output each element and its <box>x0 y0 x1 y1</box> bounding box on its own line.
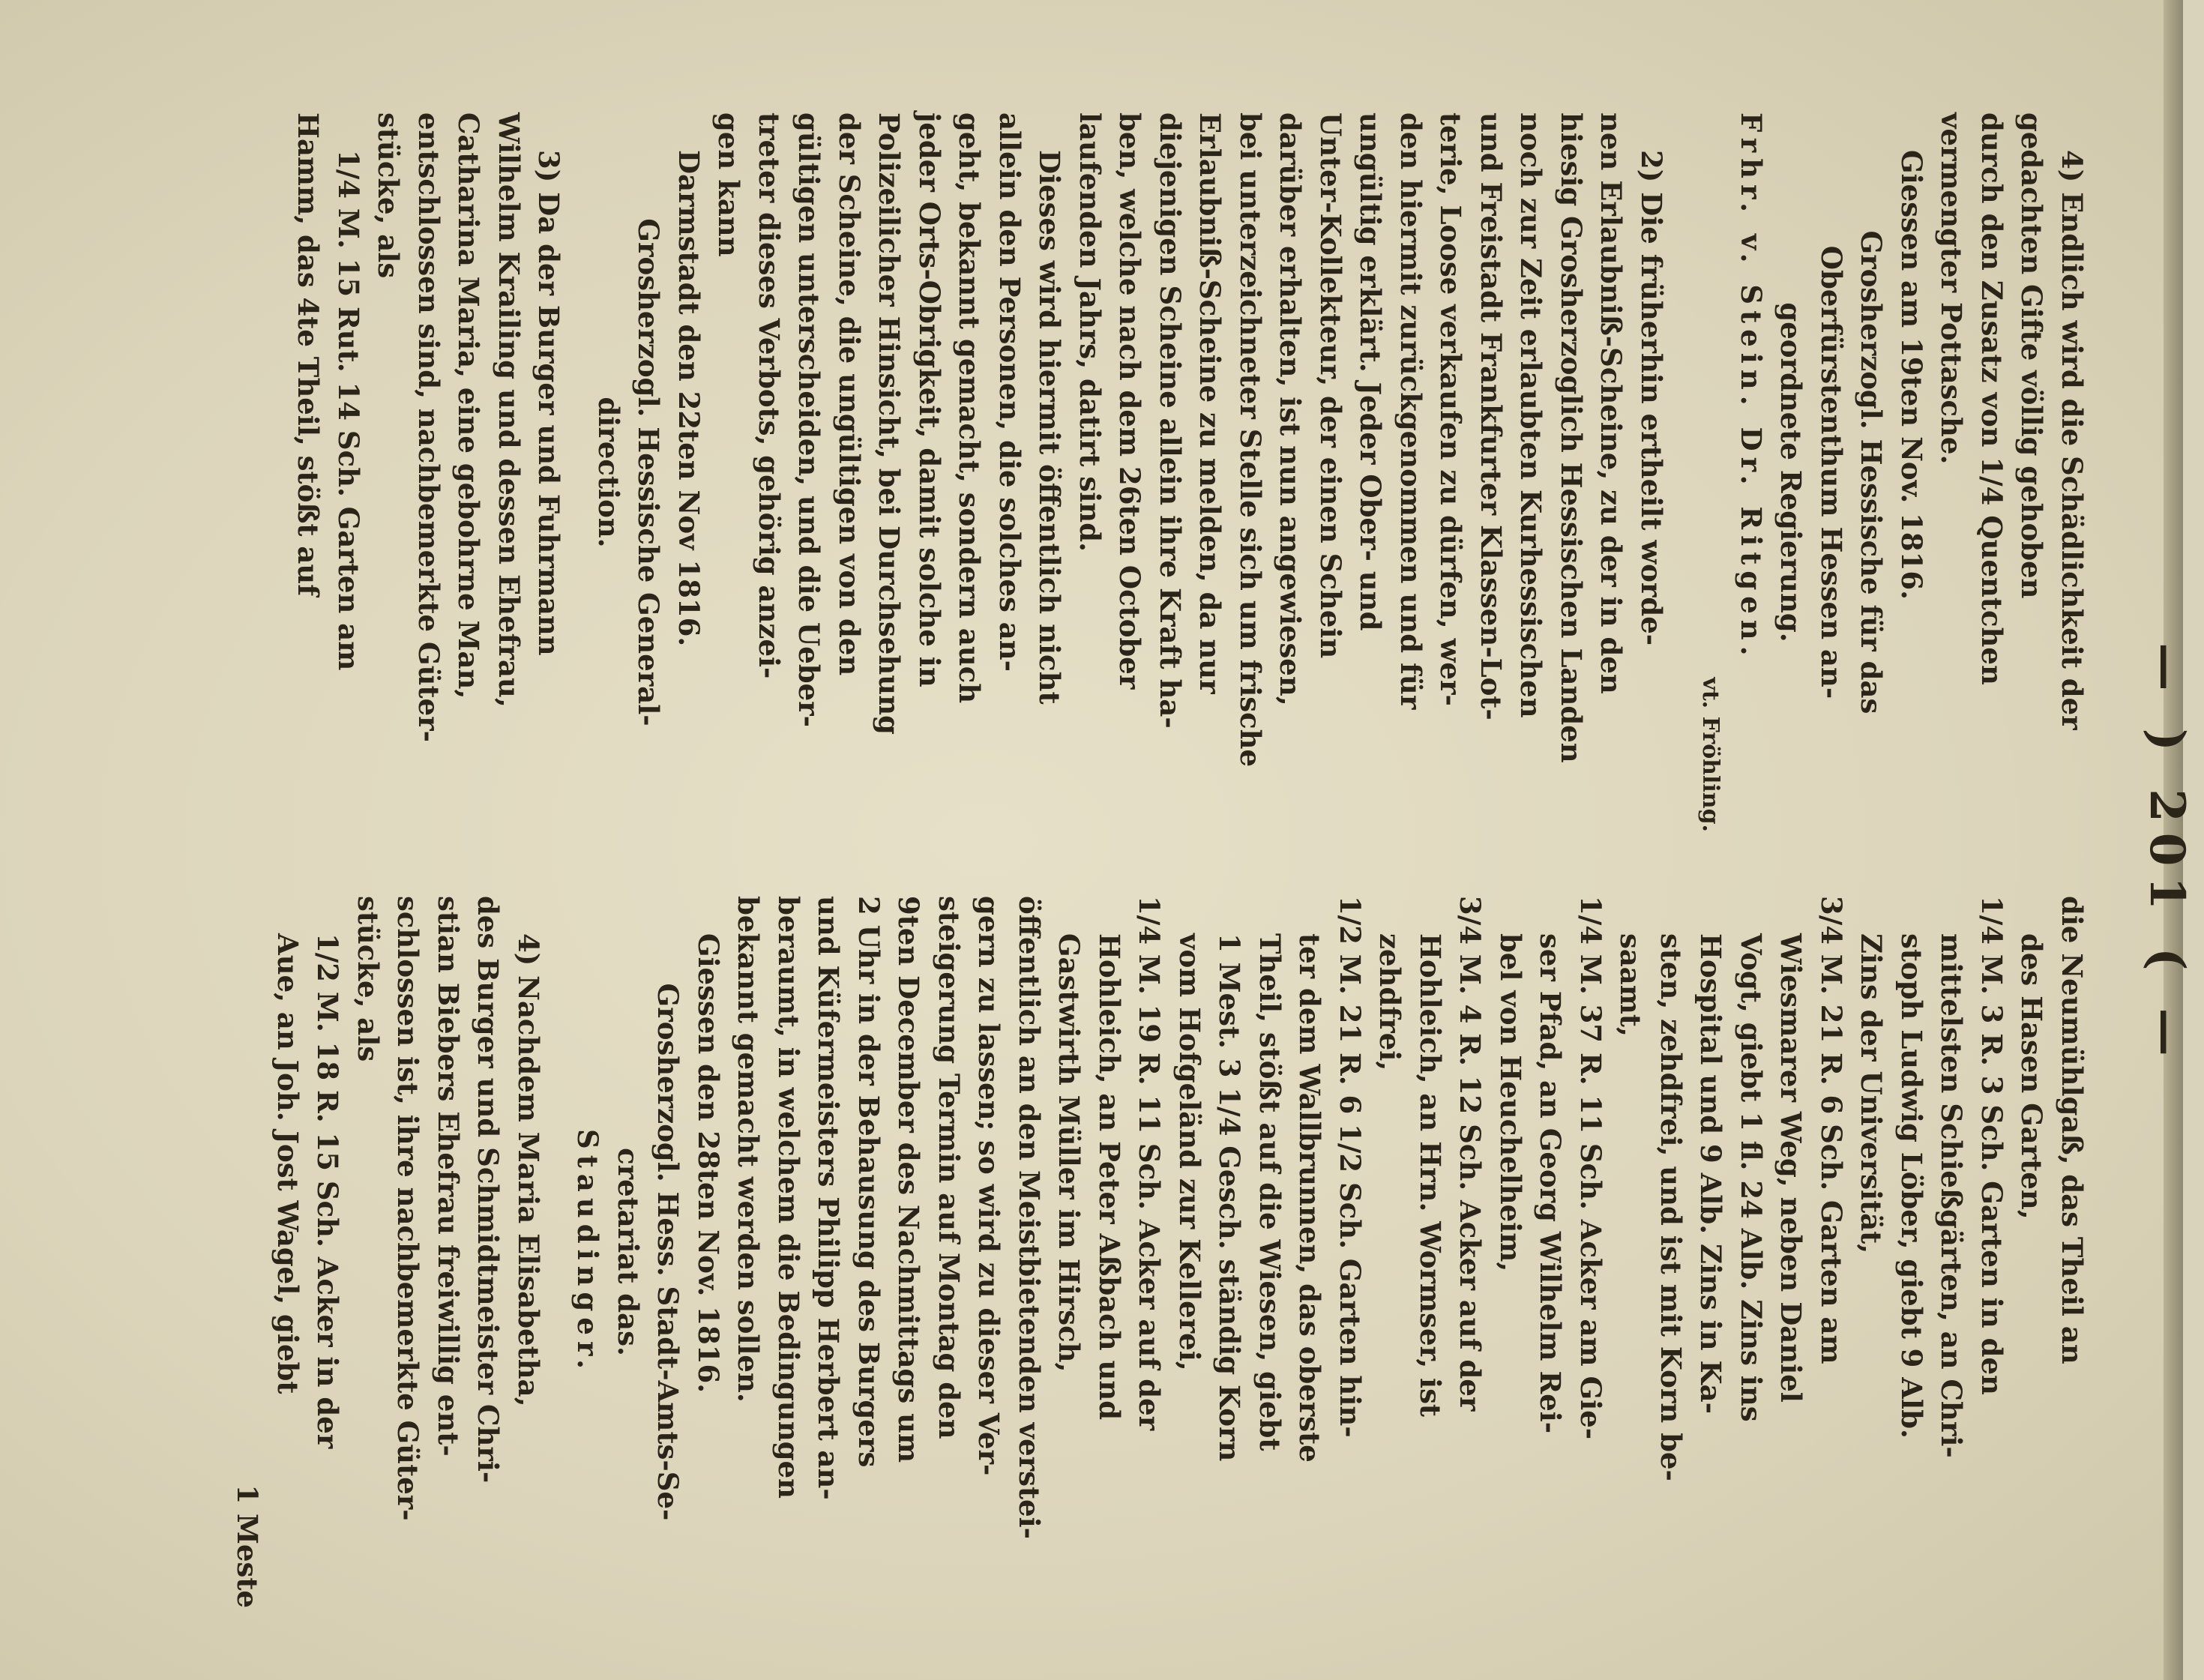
text-line: gültigen unterscheiden, und die Ueber- <box>792 112 826 727</box>
signature-line: Staudinger. <box>571 1129 605 1375</box>
notice-3-continuation <box>567 896 2092 1608</box>
text-line: den hiermit zurückgenommen und für <box>1394 112 1427 710</box>
text-line: diejenigen Scheine allein ihre Kraft ha- <box>1154 112 1187 729</box>
countersign: vt. Fröhling. <box>1697 677 1724 832</box>
text-line: Grosherzogl. Hess. Stadt-Amts-Se- <box>651 983 685 1521</box>
text-line: 1/4 M. 15 Rut. 14 Sch. Garten am <box>332 150 365 671</box>
text-line: zehdfrei, <box>1373 933 1407 1071</box>
text-line: Hamm, das 4te Theil, stößt auf <box>292 112 325 597</box>
text-line: Dieses wird hiermit öffentlich nicht <box>1033 150 1067 705</box>
text-line: gedachten Gifte völlig gehoben <box>2015 112 2049 599</box>
text-line: öffentlich an den Meistbietenden verstei- <box>1013 896 1046 1540</box>
text-line: stoph Ludwig Löber, giebt 9 Alb. <box>1895 933 1928 1439</box>
notice-2-lottery <box>588 112 1672 832</box>
right-column <box>227 896 2092 1608</box>
text-line: bekannt gemacht werden sollen. <box>732 896 765 1403</box>
text-line: Giessen den 28ten Nov. 1816. <box>692 933 725 1394</box>
text-line: cretariat das. <box>612 1148 645 1356</box>
text-line: allein den Personen, die solches an- <box>993 112 1026 672</box>
text-line: durch den Zusatz von 1/4 Quentchen <box>1975 112 2008 685</box>
text-line: geordnete Regierung. <box>1774 302 1808 642</box>
text-line: Hohleich, an Hrn. Wormser, ist <box>1414 933 1447 1418</box>
text-line: Grosherzogl. Hessische für das <box>1855 230 1888 714</box>
left-column <box>288 112 2092 832</box>
text-line: stücke, als <box>352 896 385 1062</box>
text-line: und Freistadt Frankfurter Klassen-Lot- <box>1475 112 1508 720</box>
text-line: ungültig erklärt. Jeder Ober- und <box>1354 112 1388 631</box>
text-line: Giessen am 19ten Nov. 1816. <box>1895 150 1928 600</box>
text-line: 3) Da der Burger und Fuhrmann <box>532 150 566 656</box>
text-line: noch zur Zeit erlaubten Kurhessischen <box>1514 112 1548 718</box>
text-line: ben, welche nach dem 26ten October <box>1113 112 1147 690</box>
text-line: Wilhelm Krailing und dessen Ehefrau, <box>493 112 526 708</box>
text-line: 4) Nachdem Maria Elisabetha, <box>512 933 545 1407</box>
text-line: Gastwirth Müller im Hirsch, <box>1053 933 1086 1373</box>
text-line: treter dieses Verbots, gehörig anzei- <box>753 112 786 679</box>
text-line: nen Erlaubniß-Scheine, zu der in den <box>1595 112 1628 694</box>
text-line: des Hasen Garten, <box>2015 933 2049 1220</box>
text-line: des Burger und Schmidtmeister Chri- <box>472 896 505 1484</box>
catchword: 1 Meste <box>231 1484 265 1608</box>
text-line: sten, zehdfrei, und ist mit Korn be- <box>1654 933 1687 1481</box>
text-line: ter dem Wallbrunnen, das oberste <box>1293 933 1327 1463</box>
notice-4-poison <box>1690 112 2092 832</box>
text-line: 2 Uhr in der Behausung des Burgers <box>852 896 885 1468</box>
text-line: 3/4 M. 4 R. 12 Sch. Acker auf der <box>1454 896 1487 1412</box>
text-line: stücke, als <box>372 112 406 279</box>
text-line: laufenden Jahrs, datirt sind. <box>1074 112 1106 552</box>
rotated-text-block <box>37 97 2204 1612</box>
text-line: der Scheine, die ungültigen von den <box>833 112 866 676</box>
text-line: 1/4 M. 37 R. 11 Sch. Acker am Gie- <box>1574 896 1607 1440</box>
text-line: Hohleich, an Peter Aßbach und <box>1093 933 1126 1421</box>
text-line: gen kann <box>712 112 746 257</box>
text-line: bei unterzeichneter Stelle sich um frische <box>1234 112 1267 768</box>
text-line: darüber erhalten, ist nun angewiesen, <box>1274 112 1307 706</box>
text-line: schlossen ist, ihre nachbemerkte Güter- <box>391 896 425 1521</box>
text-line: ser Pfad, an Georg Wilhelm Rei- <box>1534 933 1568 1434</box>
text-line: Theil, stößt auf die Wiesen, giebt <box>1253 933 1286 1451</box>
notice-4-sale <box>227 896 548 1608</box>
text-line: geht, bekannt gemacht, sondern auch <box>953 112 987 704</box>
text-line: steigerung Termin auf Montag den <box>933 896 966 1439</box>
text-line: die Neumühlgaß, das Theil an <box>2056 896 2089 1364</box>
text-line: 2) Die früherhin ertheilt worde- <box>1635 150 1668 646</box>
text-line: Grosherzogl. Hessische General- <box>632 218 666 726</box>
signature-line: Frhr. v. Stein. Dr. Ritgen. <box>1735 112 1768 662</box>
text-line: Aue, an Joh. Jost Wagel, giebt <box>271 933 304 1394</box>
text-line: 4) Endlich wird die Schädlichkeit der <box>2056 150 2089 730</box>
text-line: entschlossen sind, nachbemerkte Güter- <box>412 112 445 742</box>
text-line: terie, Loose verkaufen zu dürfen, wer- <box>1434 112 1468 706</box>
text-line: jeder Orts-Obrigkeit, damit solche in <box>913 112 946 687</box>
text-line: Erlaubniß-Scheine zu melden, da nur <box>1193 112 1227 694</box>
text-line: bel von Heuchelheim, <box>1494 933 1527 1272</box>
text-line: vermengter Pottasche. <box>1935 112 1969 465</box>
text-line: vom Hofgeländ zur Kellerei, <box>1173 933 1206 1371</box>
text-line: 1/2 M. 18 R. 15 Sch. Acker in der <box>311 933 345 1449</box>
text-line: und Küfermeisters Philipp Herbert an- <box>812 896 846 1500</box>
text-line: gern zu lassen; so wird zu dieser Ver- <box>972 896 1006 1476</box>
text-line: stian Biebers Ehefrau freiwillig ent- <box>432 896 465 1457</box>
text-line: beraumt, in welchem die Bedingungen <box>772 896 805 1499</box>
text-line: Hospital und 9 Alb. Zins in Ka- <box>1694 933 1728 1414</box>
text-line: Zins der Universität, <box>1855 933 1888 1254</box>
text-line: mittelsten Schießgärten, an Chri- <box>1935 933 1969 1458</box>
text-line: 9ten December des Nachmittags um <box>892 896 926 1463</box>
text-line: Wiesmarer Weg, neben Daniel <box>1774 933 1808 1403</box>
text-line: Darmstadt den 22ten Nov 1816. <box>672 150 705 647</box>
text-line: 1/4 M. 19 R. 11 Sch. Acker auf der <box>1133 896 1166 1431</box>
text-line: direction. <box>592 397 625 548</box>
text-line: Oberfürstenthum Hessen an- <box>1815 245 1848 699</box>
text-line: 1/4 M. 3 R. 3 Sch. Garten in den <box>1975 896 2008 1395</box>
text-line: 3/4 M. 21 R. 6 Sch. Garten am <box>1815 896 1848 1364</box>
page-number: — ) 201 ( — <box>2139 642 2195 1067</box>
text-line: Unter-Kollekteur, der einen Schein <box>1314 112 1347 659</box>
text-line: Polizeilicher Hinsicht, bei Durchsehung <box>873 112 906 735</box>
text-line: 1/2 M. 21 R. 6 1/2 Sch. Garten hin- <box>1334 896 1367 1438</box>
text-line: Vogt, giebt 1 fl. 24 Alb. Zins ins <box>1735 933 1768 1422</box>
text-line: Catharina Maria, eine gebohrne Man, <box>452 112 486 699</box>
text-line: hiesig Grosherzoglich Hessischen Landen <box>1555 112 1588 763</box>
text-line: 1 Mest. 3 1/4 Gesch. ständig Korn <box>1213 933 1247 1462</box>
notice-3-sale <box>288 112 569 832</box>
text-line: saamt, <box>1614 933 1648 1037</box>
